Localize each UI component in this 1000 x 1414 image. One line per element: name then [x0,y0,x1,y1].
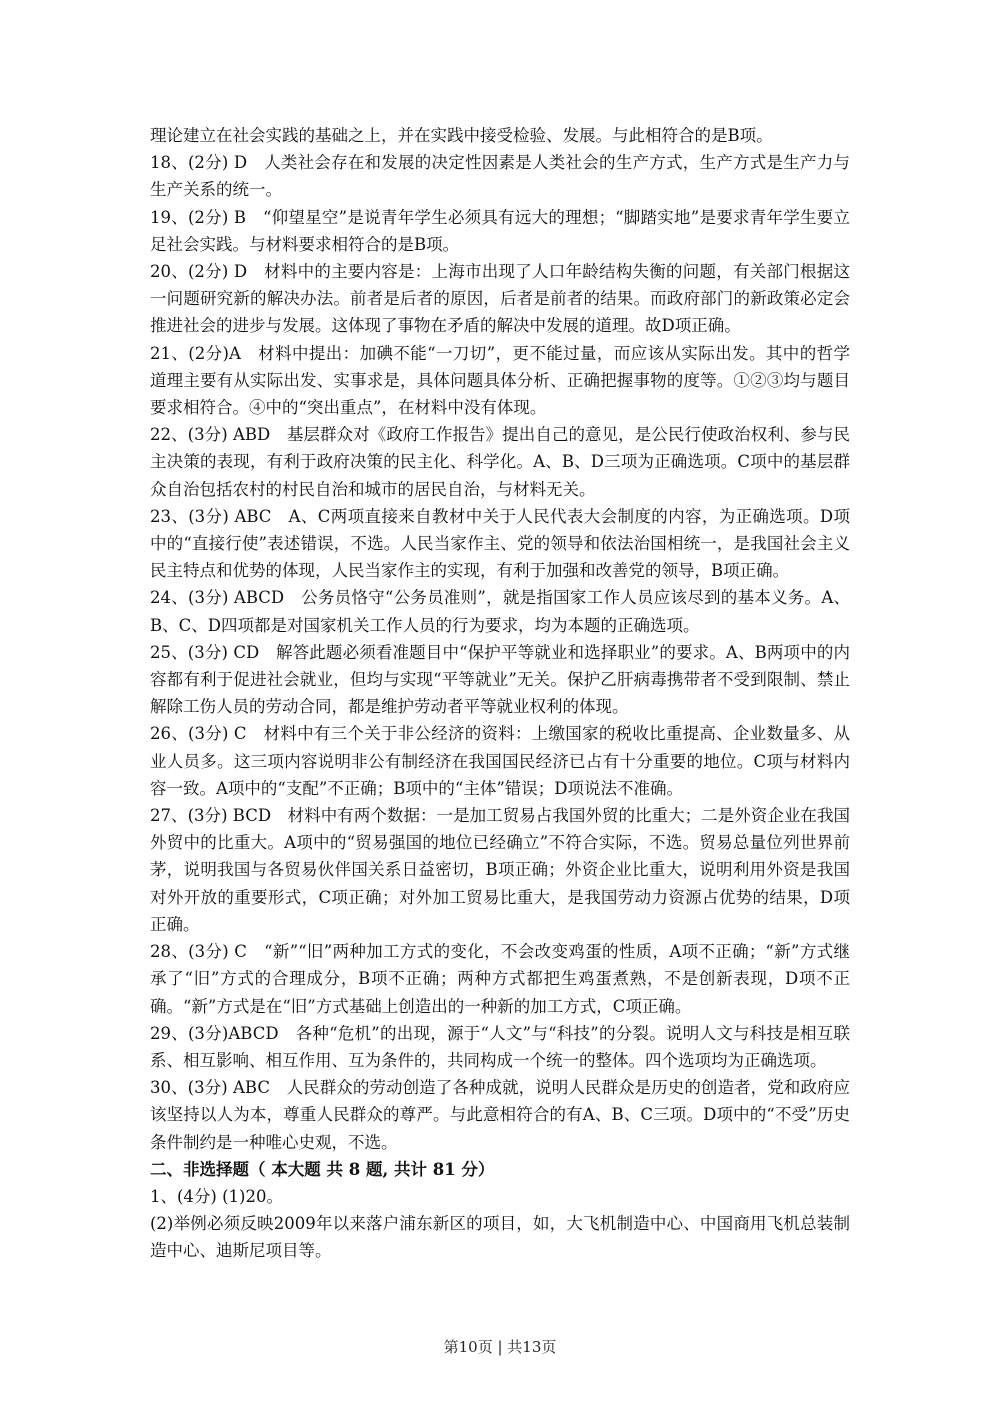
answer-28: 28、(3分) C “新”“旧”两种加工方式的变化，不会改变鸡蛋的性质，A项不正确；“新”方式继承了“旧”方式的合理成分，B项不正确；两种方式都把生鸡蛋煮熟，不是创新表现，D项不正确。“新”方式是在“旧”方式基础上创造出的一种新的加工方式，C项正确。 [150,942,850,1016]
paragraph-continuation: 理论建立在社会实践的基础之上，并在实践中接受检验、发展。与此相符合的是B项。 [150,126,773,145]
page-content [150,122,850,1265]
answer-nonchoice-1-part-2: (2)举例必须反映2009年以来落户浦东新区的项目，如，大飞机制造中心、中国商用飞机总装制造中心、迪斯尼项目等。 [150,1214,850,1261]
answer-30: 30、(3分) ABC 人民群众的劳动创造了各种成就，说明人民群众是历史的创造者，党和政府应该坚持以人为本，尊重人民群众的尊严。与此意相符合的有A、B、C三项。D项中的“不受”历史条件制约是一种唯心史观，不选。 [150,1078,850,1152]
answer-29: 29、(3分)ABCD 各种“危机”的出现，源于“人文”与“科技”的分裂。说明人文与科技是相互联系、相互影响、相互作用、互为条件的，共同构成一个统一的整体。四个选项均为正确选项。 [150,1023,850,1070]
answer-20: 20、(2分) D 材料中的主要内容是：上海市出现了人口年龄结构失衡的问题，有关部门根据这一问题研究新的解决办法。前者是后者的原因，后者是前者的结果。而政府部门的新政策必定会推进社会的进步与发展。这体现了事物在矛盾的解决中发展的道理。故D项正确。 [150,262,850,336]
section-heading: 二、非选择题（ 本大题 共 8 题, 共计 81 分） [150,1159,495,1179]
answer-21: 21、(2分)A 材料中提出：加碘不能“一刀切”，更不能过量，而应该从实际出发。其中的哲学道理主要有从实际出发、实事求是，具体问题具体分析、正确把握事物的度等。①②③均与题目要求相符合。④中的“突出重点”，在材料中没有体现。 [150,343,850,418]
answer-25: 25、(3分) CD 解答此题必须看准题目中“保护平等就业和选择职业”的要求。A、B两项中的内容都有利于促进社会就业，但均与实现“平等就业”无关。保护乙肝病毒携带者不受到限制、禁止解除工伤人员的劳动合同，都是维护劳动者平等就业权利的体现。 [150,642,850,717]
answer-24: 24、(3分) ABCD 公务员恪守“公务员准则”，就是指国家工作人员应该尽到的基本义务。A、B、C、D四项都是对国家机关工作人员的行为要求，均为本题的正确选项。 [150,588,850,635]
answer-23: 23、(3分) ABC A、C两项直接来自教材中关于人民代表大会制度的内容，为正确选项。D项中的“直接行使”表述错误，不选。人民当家作主、党的领导和依法治国相统一，是我国社会主义民主特点和优势的体现，人民当家作主的实现，有利于加强和改善党的领导，B项正确。 [150,506,850,581]
answer-26: 26、(3分) C 材料中有三个关于非公经济的资料：上缴国家的税收比重提高、企业数量多、从业人员多。这三项内容说明非公有制经济在我国国民经济已占有十分重要的地位。C项与材料内容一致。A项中的“支配”不正确；B项中的“主体”错误；D项说法不准确。 [150,724,850,798]
page-footer: 第10页 | 共13页 [443,1338,557,1356]
answer-nonchoice-1-part-1: 1、(4分) (1)20。 [150,1186,283,1206]
answer-19: 19、(2分) B “仰望星空”是说青年学生必须具有远大的理想；“脚踏实地”是要求青年学生要立足社会实践。与材料要求相符合的是B项。 [150,207,850,254]
answer-22: 22、(3分) ABD 基层群众对《政府工作报告》提出自己的意见，是公民行使政治权利、参与民主决策的表现，有利于政府决策的民主化、科学化。A、B、D三项为正确选项。C项中的基层群众自治包括农村的村民自治和城市的居民自治，与材料无关。 [150,425,850,499]
answer-27: 27、(3分) BCD 材料中有两个数据：一是加工贸易占我国外贸的比重大；二是外资企业在我国外贸中的比重大。A项中的“贸易强国的地位已经确立”不符合实际，不选。贸易总量位列世界前茅，说明我国与各贸易伙伴国关系日益密切，B项正确；外资企业比重大，说明利用外资是我国对外开放的重要形式，C项正确；对外加工贸易比重大，是我国劳动力资源占优势的结果，D项正确。 [150,806,850,934]
answer-18: 18、(2分) D 人类社会存在和发展的决定性因素是人类社会的生产方式，生产方式是生产力与生产关系的统一。 [150,153,850,200]
